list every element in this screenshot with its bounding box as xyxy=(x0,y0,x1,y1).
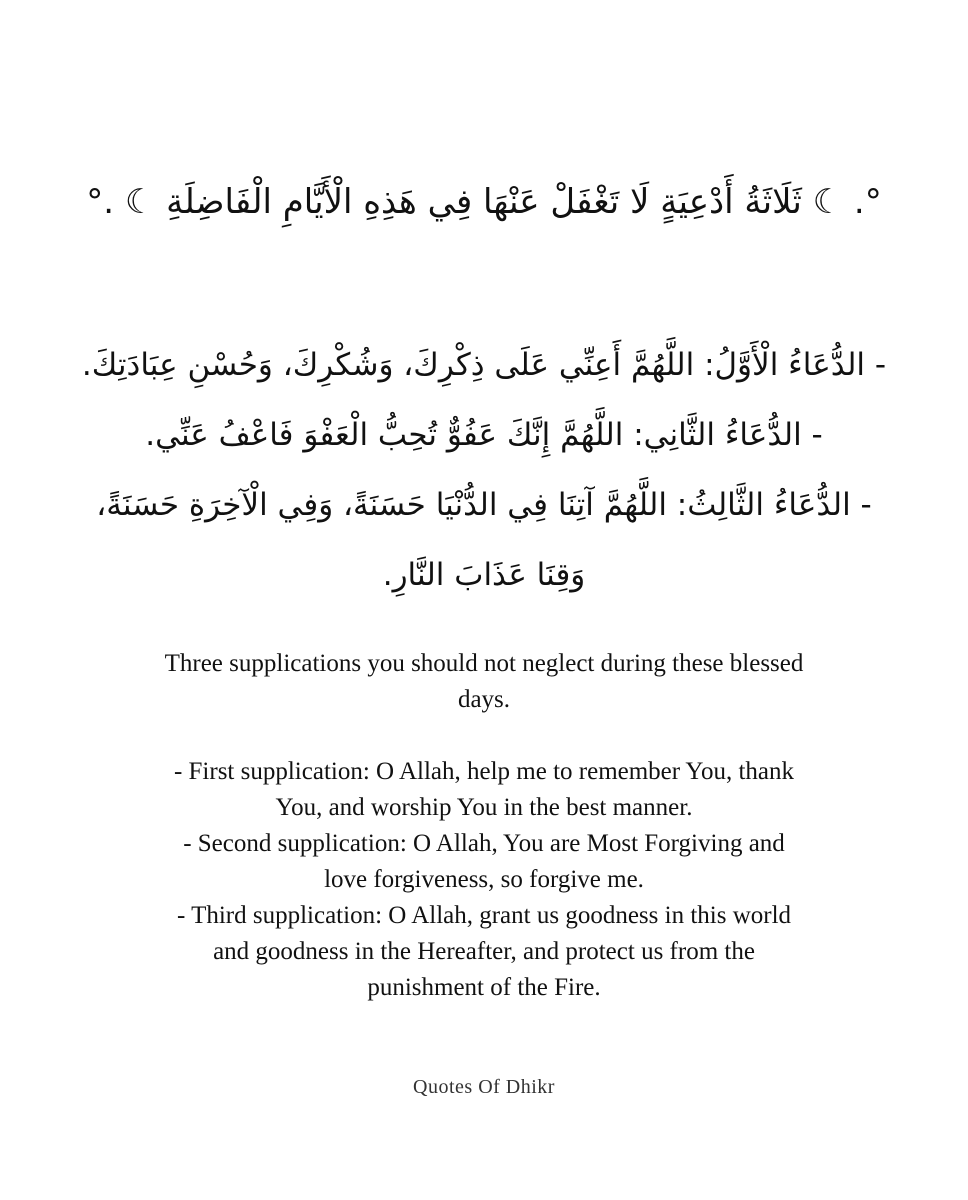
arabic-supplications xyxy=(40,330,928,610)
brand-signature: Quotes Of Dhikr xyxy=(413,1076,555,1098)
english-third-supplication-end: punishment of the Fire. xyxy=(367,974,601,1001)
arabic-first-supplication: - الدُّعَاءُ الْأَوَّلُ: اللَّهُمَّ أَعِنِّي عَلَى ذِكْرِكَ، وَشُكْرِكَ، وَحُسْنِ عِبَادَتِكَ. xyxy=(81,347,887,383)
arabic-second-supplication: - الدُّعَاءُ الثَّانِي: اللَّهُمَّ إِنَّكَ عَفُوٌّ تُحِبُّ الْعَفْوَ فَاعْفُ عَنِّي. xyxy=(145,417,823,453)
english-second-supplication: - Second supplication: O Allah, You are Most Forgiving and xyxy=(183,830,785,857)
english-translation xyxy=(60,646,908,1006)
arabic-third-supplication: - الدُّعَاءُ الثَّالِثُ: اللَّهُمَّ آتِنَا فِي الدُّنْيَا حَسَنَةً، وَفِي الْآخِرَةِ حَسَنَةً، xyxy=(96,487,872,523)
english-third-supplication-continued: and goodness in the Hereafter, and protect us from the xyxy=(213,938,755,965)
english-first-supplication-continued: You, and worship You in the best manner. xyxy=(275,794,693,821)
english-first-supplication: - First supplication: O Allah, help me to remember You, thank xyxy=(173,758,795,785)
arabic-heading: °. ☾ ثَلَاثَةُ أَدْعِيَةٍ لَا تَغْفَلْ عَنْهَا فِي هَذِهِ الْأَيَّامِ الْفَاضِلَةِ ☾ .° xyxy=(86,182,882,222)
english-intro-line: days. xyxy=(457,686,511,713)
arabic-third-supplication-continued: وَقِنَا عَذَابَ النَّارِ. xyxy=(382,557,586,593)
paragraph-spacer xyxy=(60,718,908,754)
english-third-supplication: - Third supplication: O Allah, grant us goodness in this world xyxy=(176,902,792,929)
english-intro-line: Three supplications you should not neglect during these blessed xyxy=(164,650,804,677)
english-second-supplication-continued: love forgiveness, so forgive me. xyxy=(324,866,644,893)
